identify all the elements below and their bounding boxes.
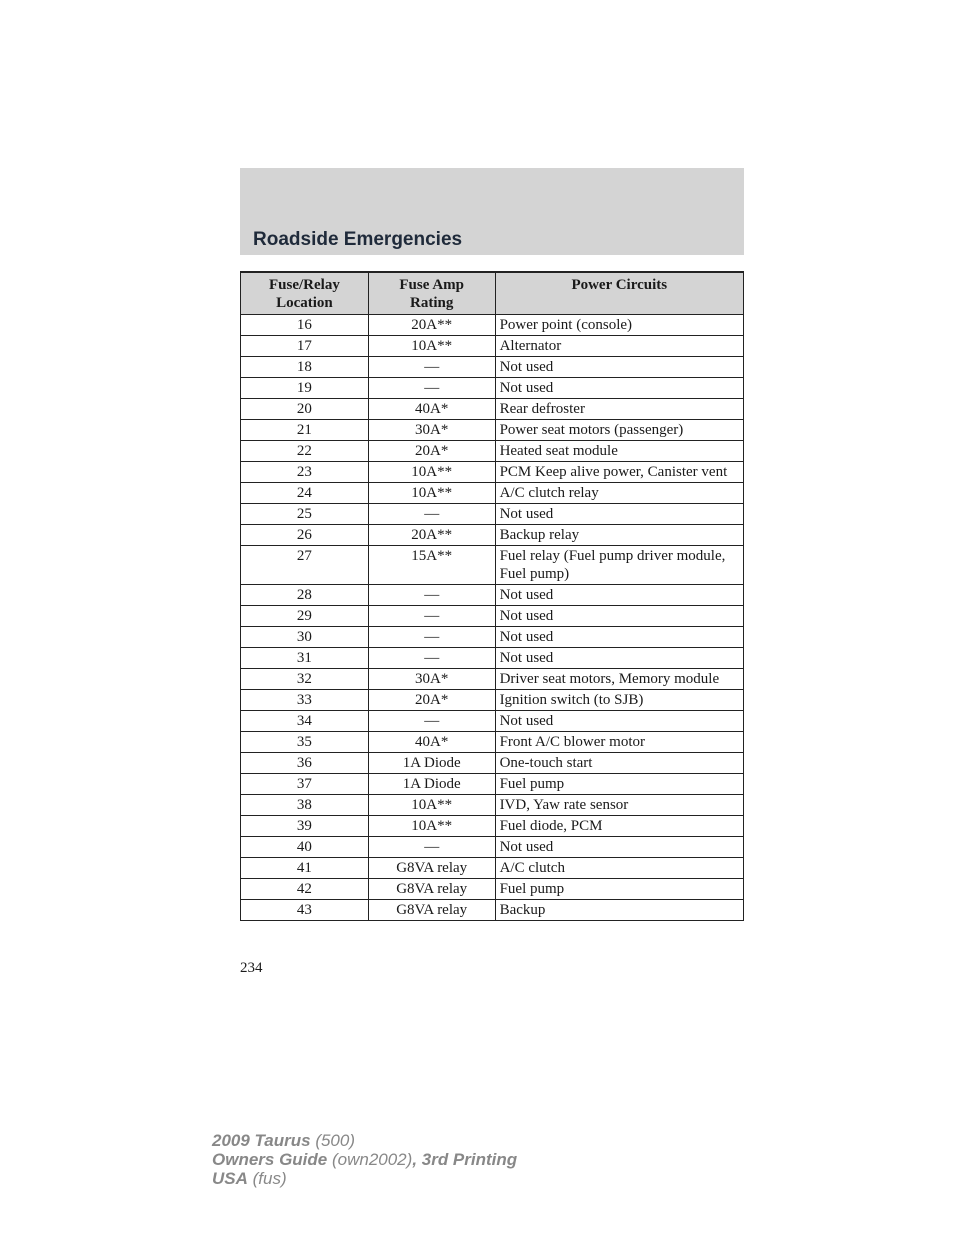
power-circuit-cell: Not used <box>495 711 743 732</box>
table-row <box>241 378 744 399</box>
power-circuit-cell: Not used <box>495 606 743 627</box>
power-circuit-cell: Not used <box>495 585 743 606</box>
table-row <box>241 732 744 753</box>
fuse-location-cell: 21 <box>241 420 369 441</box>
fuse-location-cell: 25 <box>241 504 369 525</box>
fuse-amp-cell: — <box>368 378 495 399</box>
power-circuit-cell: Not used <box>495 648 743 669</box>
fuse-location-cell: 34 <box>241 711 369 732</box>
fuse-location-cell: 33 <box>241 690 369 711</box>
table-row <box>241 315 744 336</box>
fuse-amp-cell: 20A** <box>368 525 495 546</box>
fuse-amp-cell: 10A** <box>368 462 495 483</box>
header-location-line1: Fuse/Relay <box>269 277 340 293</box>
footer-model-code: (500) <box>310 1131 356 1150</box>
table-row <box>241 441 744 462</box>
fuse-amp-cell: 30A* <box>368 669 495 690</box>
fuse-location-cell: 20 <box>241 399 369 420</box>
page-number: 234 <box>240 960 263 976</box>
power-circuit-cell: Not used <box>495 504 743 525</box>
table-row <box>241 585 744 606</box>
fuse-amp-cell: 10A** <box>368 336 495 357</box>
fuse-amp-cell: 40A* <box>368 399 495 420</box>
table-row <box>241 669 744 690</box>
fuse-amp-cell: 10A** <box>368 816 495 837</box>
power-circuit-cell: Not used <box>495 837 743 858</box>
power-circuit-cell: Fuel pump <box>495 774 743 795</box>
fuse-location-cell: 26 <box>241 525 369 546</box>
power-circuit-cell: Backup <box>495 900 743 921</box>
power-circuit-cell: Not used <box>495 357 743 378</box>
power-circuit-cell: IVD, Yaw rate sensor <box>495 795 743 816</box>
fuse-location-cell: 27 <box>241 546 369 585</box>
fuse-amp-cell: — <box>368 585 495 606</box>
fuse-amp-cell: 1A Diode <box>368 774 495 795</box>
power-circuit-cell: Fuel diode, PCM <box>495 816 743 837</box>
table-row <box>241 837 744 858</box>
power-circuit-cell: Alternator <box>495 336 743 357</box>
fuse-amp-cell: 15A** <box>368 546 495 585</box>
footer-printing: , 3rd Printing <box>412 1150 518 1169</box>
table-row <box>241 648 744 669</box>
fuse-amp-cell: 20A* <box>368 441 495 462</box>
fuse-location-cell: 43 <box>241 900 369 921</box>
table-row <box>241 711 744 732</box>
fuse-location-cell: 19 <box>241 378 369 399</box>
power-circuit-cell: Fuel relay (Fuel pump driver module, Fuel pump) <box>495 546 743 585</box>
fuse-location-cell: 22 <box>241 441 369 462</box>
fuse-location-cell: 40 <box>241 837 369 858</box>
power-circuit-cell: Power seat motors (passenger) <box>495 420 743 441</box>
table-row <box>241 483 744 504</box>
fuse-location-cell: 41 <box>241 858 369 879</box>
power-circuit-cell: Front A/C blower motor <box>495 732 743 753</box>
section-header-band <box>240 168 744 255</box>
table-row <box>241 606 744 627</box>
fuse-amp-cell: — <box>368 627 495 648</box>
power-circuit-cell: Heated seat module <box>495 441 743 462</box>
fuse-location-cell: 23 <box>241 462 369 483</box>
fuse-amp-cell: — <box>368 711 495 732</box>
fuse-amp-cell: 10A** <box>368 483 495 504</box>
power-circuit-cell: A/C clutch <box>495 858 743 879</box>
header-circuits: Power Circuits <box>495 272 743 315</box>
power-circuit-cell: Not used <box>495 627 743 648</box>
power-circuit-cell: Ignition switch (to SJB) <box>495 690 743 711</box>
fuse-amp-cell: 20A* <box>368 690 495 711</box>
fuse-location-cell: 38 <box>241 795 369 816</box>
fuse-amp-cell: — <box>368 504 495 525</box>
footer-market: USA <box>212 1169 248 1188</box>
header-location <box>241 272 369 315</box>
header-amp-line2: Rating <box>410 295 454 311</box>
header-amp <box>368 272 495 315</box>
fuse-location-cell: 37 <box>241 774 369 795</box>
power-circuit-cell: Power point (console) <box>495 315 743 336</box>
fuse-amp-cell: 10A** <box>368 795 495 816</box>
table-row <box>241 816 744 837</box>
footer-guide-code: (own2002) <box>327 1150 413 1169</box>
power-circuit-cell: Rear defroster <box>495 399 743 420</box>
fuse-location-cell: 36 <box>241 753 369 774</box>
table-row <box>241 399 744 420</box>
fuse-amp-cell: G8VA relay <box>368 900 495 921</box>
fuse-location-cell: 31 <box>241 648 369 669</box>
header-location-line2: Location <box>276 295 333 311</box>
power-circuit-cell: A/C clutch relay <box>495 483 743 504</box>
table-row <box>241 420 744 441</box>
fuse-amp-cell: — <box>368 606 495 627</box>
section-title: Roadside Emergencies <box>253 229 463 250</box>
footer-line-1 <box>212 1131 517 1150</box>
fuse-amp-cell: 20A** <box>368 315 495 336</box>
fuse-location-cell: 35 <box>241 732 369 753</box>
fuse-location-cell: 29 <box>241 606 369 627</box>
fuse-location-cell: 18 <box>241 357 369 378</box>
fuse-location-cell: 30 <box>241 627 369 648</box>
table-row <box>241 546 744 585</box>
fuse-amp-cell: — <box>368 648 495 669</box>
table-row <box>241 690 744 711</box>
fuse-amp-cell: 1A Diode <box>368 753 495 774</box>
fuse-location-cell: 17 <box>241 336 369 357</box>
table-header-row <box>241 272 744 315</box>
table-row <box>241 900 744 921</box>
power-circuit-cell: Fuel pump <box>495 879 743 900</box>
table-row <box>241 504 744 525</box>
fuse-amp-cell: 30A* <box>368 420 495 441</box>
header-amp-line1: Fuse Amp <box>399 277 464 293</box>
table-row <box>241 753 744 774</box>
power-circuit-cell: PCM Keep alive power, Canister vent <box>495 462 743 483</box>
table-row <box>241 795 744 816</box>
footer-guide: Owners Guide <box>212 1150 328 1169</box>
footer-line-3 <box>212 1169 517 1188</box>
fuse-amp-cell: 40A* <box>368 732 495 753</box>
table-row <box>241 357 744 378</box>
table-row <box>241 462 744 483</box>
table-row <box>241 525 744 546</box>
power-circuit-cell: Driver seat motors, Memory module <box>495 669 743 690</box>
table-body <box>241 315 744 921</box>
fuse-location-cell: 16 <box>241 315 369 336</box>
power-circuit-cell: One-touch start <box>495 753 743 774</box>
fuse-location-cell: 28 <box>241 585 369 606</box>
fuse-location-cell: 39 <box>241 816 369 837</box>
footer-market-code: (fus) <box>247 1169 287 1188</box>
table-row <box>241 627 744 648</box>
footer-model: 2009 Taurus <box>212 1131 311 1150</box>
fuse-location-cell: 24 <box>241 483 369 504</box>
table-row <box>241 879 744 900</box>
fuse-location-cell: 32 <box>241 669 369 690</box>
fuse-amp-cell: — <box>368 837 495 858</box>
footer-line-2 <box>212 1150 517 1169</box>
power-circuit-cell: Backup relay <box>495 525 743 546</box>
table-row <box>241 774 744 795</box>
fuse-amp-cell: — <box>368 357 495 378</box>
fuse-table <box>240 271 744 921</box>
power-circuit-cell: Not used <box>495 378 743 399</box>
fuse-location-cell: 42 <box>241 879 369 900</box>
table-row <box>241 336 744 357</box>
fuse-amp-cell: G8VA relay <box>368 879 495 900</box>
table-row <box>241 858 744 879</box>
footer <box>212 1131 517 1188</box>
fuse-amp-cell: G8VA relay <box>368 858 495 879</box>
